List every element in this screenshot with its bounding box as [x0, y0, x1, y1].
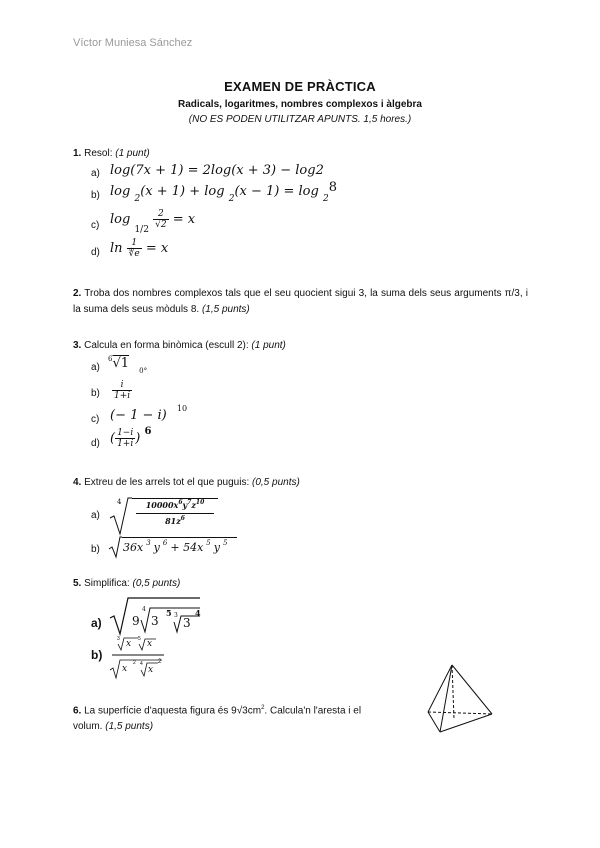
q3-a-label: a) [91, 362, 100, 373]
question-6-sup: 2 [261, 705, 265, 711]
q5-b-num-x2: x [147, 639, 153, 649]
q5-a-three2: 3 [183, 616, 191, 630]
question-6-text3: volum. [73, 721, 103, 733]
q4-a-num-exp3: 10 [195, 499, 205, 506]
q5-b-den-exponent: 2 [158, 659, 162, 665]
q1-d-expression [110, 238, 168, 259]
tetra-base-left [428, 712, 440, 732]
q1-b-log1: log [110, 184, 131, 199]
q4-b-radical-sign [108, 535, 122, 559]
q1-c-numerator: 2 [153, 209, 168, 220]
question-5-points: (0,5 punts) [132, 578, 181, 589]
question-4-text: Extreu de les arrels tot el que puguis: [84, 477, 250, 488]
q3-d-fraction [115, 428, 135, 449]
q3-c-base: (− 1 − i) [110, 408, 167, 423]
question-5-header [73, 576, 180, 592]
q5-a-index3: 3 [174, 612, 178, 619]
q4-a-den-exp: 6 [180, 515, 185, 522]
question-1-number: 1. [73, 148, 82, 159]
question-6-text1: La superfície d'aquesta figura és 9√3cm [84, 705, 262, 717]
q5-b-num-x1: x [126, 639, 132, 649]
q4-a-denominator [134, 516, 216, 526]
q5-a-nine: 9 [132, 614, 140, 628]
q1-b-base1: 2 [134, 194, 141, 204]
q1-d-label: d) [91, 247, 100, 258]
q5-b-label: b) [91, 648, 103, 662]
q1-a-expression: log(7x + 1) = 2log(x + 3) − log2 [110, 163, 324, 178]
q1-b-end: (x − 1) = log [234, 184, 319, 199]
q4-a-num-base: 10000x [145, 500, 179, 510]
question-4-header [73, 475, 300, 491]
question-2-points: (1,5 punts) [201, 304, 250, 315]
q4-b-y2: y [213, 541, 220, 554]
question-3-text: Calcula en forma binòmica (escull 2): [84, 340, 249, 351]
q1-c-base: 1/2 [134, 225, 149, 235]
q3-b-numerator: i [112, 380, 132, 391]
q1-d-numerator: 1 [127, 238, 142, 249]
q4-b-term1: 36x [123, 541, 144, 554]
q1-c-denominator: √2 [155, 220, 167, 230]
q1-b-base3: 2 [322, 194, 329, 204]
q4-a-num-z: z [191, 500, 196, 510]
q4-b-y1: y [153, 541, 160, 554]
q3-d-label: d) [91, 438, 100, 449]
q4-b-term2: + 54x [170, 541, 204, 554]
q3-d-numerator: 1−i [117, 428, 134, 438]
question-5-text: Simplifica: [84, 578, 130, 589]
q1-c-equals: = x [172, 212, 196, 227]
question-2-number: 2. [73, 288, 82, 299]
q3-a-index: 6 [108, 355, 113, 363]
q4-a-num-exp2: 7 [187, 499, 192, 506]
q3-c-expression [110, 404, 188, 423]
q5-b-den-x1: x [122, 664, 128, 674]
q3-d-exponent: 6 [144, 426, 152, 437]
question-5-number: 5. [73, 578, 82, 589]
q1-d-equals: = x [145, 241, 169, 256]
q1-a-label: a) [91, 168, 100, 179]
question-4-number: 4. [73, 477, 82, 488]
q4-b-radicand [123, 541, 230, 554]
tetra-base-hidden [428, 712, 492, 714]
question-2-text: Troba dos nombres complexos tals que el seu quocient sigui 3, la suma dels seus arguments π/3, i la suma dels seus mòduls 8. [73, 288, 528, 315]
tetra-height-hidden [452, 665, 454, 719]
question-6-points: (1,5 punts) [105, 721, 154, 733]
q5-b-expression [108, 636, 168, 680]
q3-b-expression [112, 380, 132, 401]
q1-b-mid: (x + 1) + log [140, 184, 225, 199]
tetra-edge-front [440, 665, 452, 732]
q4-b-exp4: 5 [222, 539, 228, 547]
q5-b-index1: 3 [117, 636, 120, 642]
q5-b-index3: 2 [133, 660, 136, 666]
q4-a-index: 4 [117, 498, 122, 506]
q1-b-label: b) [91, 190, 100, 201]
q4-a-label: a) [91, 510, 100, 521]
q3-d-denominator: 1+i [117, 439, 134, 449]
question-1-points: (1 punt) [115, 148, 150, 159]
q4-a-numerator [134, 500, 216, 510]
q1-d-ln: ln [110, 241, 123, 256]
q3-a-radical: √1 [112, 356, 130, 371]
q4-a-expression [108, 496, 218, 536]
q5-a-index2: 5 [166, 608, 172, 618]
q4-a-den-base: 81z [165, 516, 181, 526]
q1-b-value: 8 [328, 180, 337, 195]
q4-b-exp3: 5 [206, 539, 211, 547]
q3-c-exponent: 10 [176, 404, 188, 413]
q1-c-fraction [153, 209, 168, 230]
q1-d-denominator: ∜e [128, 249, 140, 259]
q5-b-radical-signs [108, 636, 168, 680]
question-4-points: (0,5 punts) [252, 477, 300, 488]
tetra-edge-right [452, 665, 492, 714]
q4-b-label: b) [91, 544, 100, 555]
question-2 [73, 286, 528, 318]
q3-c-label: c) [91, 414, 100, 425]
q5-b-index4: 4 [140, 661, 143, 667]
q1-c-log: log [110, 212, 131, 227]
q5-a-index1: 4 [142, 606, 146, 613]
tetra-base-right [440, 714, 492, 732]
q5-a-three1: 3 [151, 614, 159, 628]
q3-d-close-paren: ) [135, 431, 141, 446]
q4-b-exp2: 6 [162, 539, 168, 547]
q5-b-index2: 5 [138, 636, 141, 642]
q3-b-fraction [112, 380, 132, 401]
exam-subtitle: Radicals, logaritmes, nombres complexos i àlgebra [178, 99, 422, 110]
q3-d-expression [110, 428, 151, 449]
q4-b-exp1: 3 [146, 539, 151, 547]
q3-d-open-paren: ( [110, 431, 116, 446]
question-3-points: (1 punt) [251, 340, 286, 351]
q1-d-fraction [127, 238, 142, 259]
q4-a-num-exp1: 6 [178, 499, 183, 506]
question-3-header [73, 338, 286, 354]
tetra-edge-left [428, 665, 452, 712]
question-6 [73, 700, 403, 735]
question-1-text: Resol: [84, 148, 113, 159]
q1-c-label: c) [91, 220, 100, 231]
q3-a-subscript: 0° [139, 367, 148, 375]
q3-b-label: b) [91, 388, 100, 399]
exam-note: (NO ES PODEN UTILITZAR APUNTS. 1,5 hores.) [188, 114, 412, 125]
q5-a-label: a) [91, 616, 102, 630]
tetrahedron-figure [420, 662, 500, 738]
q5-a-exponent: 4 [195, 608, 201, 618]
q3-a-expression [108, 355, 148, 375]
q1-b-base2: 2 [228, 194, 235, 204]
q5-b-den-x2: x [148, 665, 154, 675]
author-name: Víctor Muniesa Sánchez [73, 37, 193, 49]
question-6-number: 6. [73, 705, 82, 717]
q3-b-denominator: 1+i [114, 391, 131, 401]
q1-c-expression [110, 209, 196, 235]
q5-a-expression [108, 596, 208, 636]
exam-title: EXAMEN DE PRÀCTICA [224, 79, 376, 94]
q4-b-expression [108, 535, 238, 559]
question-6-text2: . Calcula'n l'aresta i el [264, 705, 362, 717]
question-3-number: 3. [73, 340, 82, 351]
q4-a-num-y: y [182, 500, 188, 510]
q1-b-expression [110, 180, 337, 204]
question-1-header [73, 146, 150, 162]
